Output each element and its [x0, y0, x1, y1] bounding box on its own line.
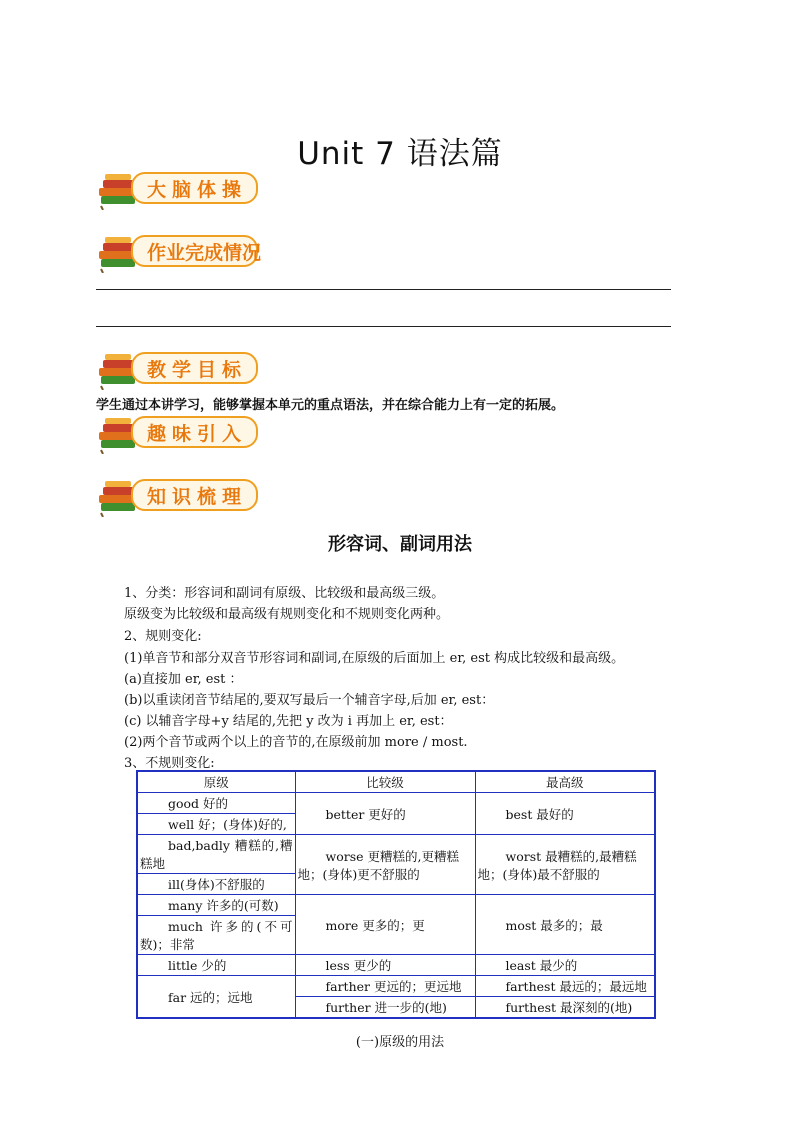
- paragraph: 原级变为比较级和最高级有规则变化和不规则变化两种。: [124, 607, 450, 622]
- table-row: [137, 835, 655, 874]
- cell-base: little 少的: [137, 955, 295, 976]
- section-badge-homework: [95, 229, 260, 273]
- paragraph: (c) 以辅音字母+y 结尾的,先把 y 改为 i 再加上 er, est：: [124, 714, 453, 729]
- paragraph: (b)以重读闭音节结尾的,要双写最后一个辅音字母,后加 er, est：: [124, 693, 495, 708]
- table-row: [137, 955, 655, 976]
- cell-superlative: least 最少的: [475, 955, 655, 976]
- cell-superlative: worst 最糟糕的,最糟糕地；(身体)最不舒服的: [475, 835, 655, 895]
- subsection-heading: (一)原级的用法: [355, 1035, 445, 1050]
- cell-comparative: more 更多的；更: [295, 895, 475, 955]
- section-badge-teaching-goals: [95, 346, 260, 390]
- badge-pill: [131, 235, 262, 267]
- paragraph: 2、规则变化:: [124, 629, 202, 644]
- table-row: [137, 976, 655, 997]
- section-heading: 形容词、副词用法: [328, 534, 472, 555]
- cell-comparative: worse 更糟糕的,更糟糕地；(身体)更不舒服的: [295, 835, 475, 895]
- teaching-goal-text: 学生通过本讲学习，能够掌握本单元的重点语法，并在综合能力上有一定的拓展。: [96, 398, 565, 413]
- section-badge-knowledge-review: [95, 473, 260, 517]
- badge-pill: [131, 479, 258, 511]
- paragraph: (2)两个音节或两个以上的音节的,在原级前加 more / most.: [124, 735, 468, 750]
- answer-line: [96, 326, 671, 327]
- cell-base: far 远的；远地: [137, 976, 295, 1019]
- cell-superlative: furthest 最深刻的(地): [475, 997, 655, 1019]
- cell-base: much 许多的(不可数)；非常: [137, 916, 295, 955]
- cell-base: many 许多的(可数): [137, 895, 295, 916]
- badge-pill: [131, 352, 258, 384]
- cell-comparative: better 更好的: [295, 793, 475, 835]
- paragraph: (1)单音节和部分双音节形容词和副词,在原级的后面加上 er, est 构成比较级和最高级。: [124, 651, 625, 666]
- section-badge-brain-exercise: [95, 166, 260, 210]
- answer-line: [96, 289, 671, 290]
- section-badge-fun-intro: [95, 410, 260, 454]
- header-comparative: 比较级: [295, 771, 475, 793]
- header-base: 原级: [137, 771, 295, 793]
- cell-superlative: most 最多的；最: [475, 895, 655, 955]
- badge-pill: [131, 416, 258, 448]
- irregular-forms-table: [136, 770, 656, 1019]
- cell-base: bad,badly 糟糕的,糟糕地: [137, 835, 295, 874]
- table-row: [137, 895, 655, 916]
- badge-label: 知识梳理: [147, 486, 248, 508]
- cell-comparative: less 更少的: [295, 955, 475, 976]
- table-header-row: [137, 771, 655, 793]
- header-superlative: 最高级: [475, 771, 655, 793]
- paragraph: 3、不规则变化:: [124, 756, 215, 771]
- cell-superlative: best 最好的: [475, 793, 655, 835]
- badge-label: 趣味引入: [147, 423, 248, 445]
- cell-comparative: further 进一步的(地): [295, 997, 475, 1019]
- cell-comparative: farther 更远的；更远地: [295, 976, 475, 997]
- badge-pill: [131, 172, 258, 204]
- cell-base: good 好的: [137, 793, 295, 814]
- cell-superlative: farthest 最远的；最远地: [475, 976, 655, 997]
- paragraph: (a)直接加 er, est ：: [124, 672, 243, 687]
- paragraph: 1、分类：形容词和副词有原级、比较级和最高级三级。: [124, 586, 445, 601]
- cell-base: well 好；(身体)好的,: [137, 814, 295, 835]
- badge-label: 教学目标: [147, 359, 248, 381]
- badge-label: 大脑体操: [147, 179, 248, 201]
- page-title: Unit 7 语法篇: [297, 136, 503, 172]
- table-row: [137, 793, 655, 814]
- cell-base: ill(身体)不舒服的: [137, 874, 295, 895]
- badge-label: 作业完成情况: [147, 242, 262, 264]
